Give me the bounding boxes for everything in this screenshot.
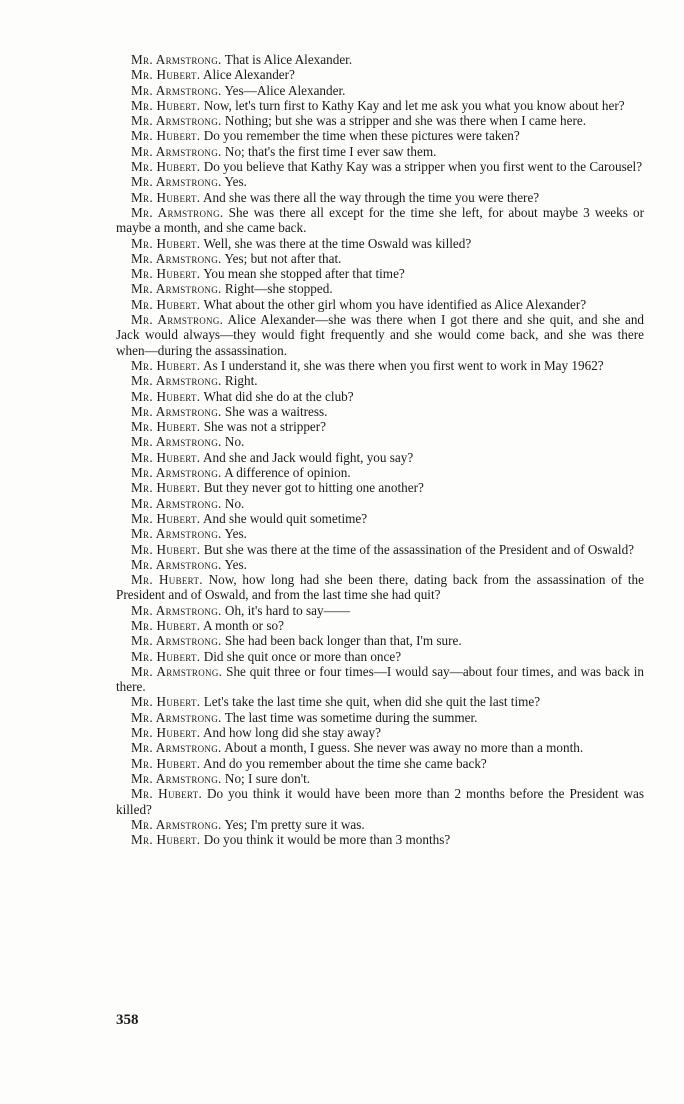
utterance-text: That is Alice Alexander. [224,52,353,67]
testimony-turn [116,756,644,771]
testimony-turn [116,190,644,205]
speaker-name: Mr. Armstrong. [131,312,224,328]
speaker-name: Mr. Armstrong. [131,526,222,542]
speaker-name: Mr. Armstrong. [131,602,222,618]
speaker-name: Mr. Armstrong. [131,82,222,98]
utterance-text: Yes; I'm pretty sure it was. [224,816,365,832]
testimony-turn [116,419,644,434]
utterance-text: And she was there all the way through the time you were there? [202,189,540,205]
testimony-turn [116,358,644,373]
testimony-turn [116,404,644,419]
speaker-name: Mr. Hubert. [131,357,201,373]
testimony-turn [116,542,644,557]
speaker-name: Mr. Hubert. [131,617,201,633]
utterance-text: She was a waitress. [224,403,328,419]
utterance-text: Right. [224,373,258,389]
utterance-text: A month or so? [202,617,284,633]
speaker-name: Mr. Hubert. [131,572,203,588]
utterance-text: She had been back longer than that, I'm sure. [224,633,462,649]
testimony-turn [116,205,644,236]
testimony-turn [116,511,644,526]
testimony-turn [116,786,644,817]
speaker-name: Mr. Hubert. [131,786,203,802]
speaker-name: Mr. Armstrong. [131,709,222,725]
utterance-text: And do you remember about the time she came back? [202,755,487,771]
speaker-name: Mr. Armstrong. [131,770,222,786]
testimony-turn [116,389,644,404]
utterance-text: As I understand it, she was there when you first went to work in May 1962? [202,357,604,373]
testimony-turn [116,526,644,541]
speaker-name: Mr. Armstrong. [131,250,222,266]
testimony-turn [116,312,644,358]
testimony-turn [116,128,644,143]
utterance-text: Yes—Alice Alexander. [224,82,346,98]
testimony-turn [116,113,644,128]
utterance-text: No; that's the first time I ever saw them. [224,143,437,159]
testimony-turn [116,83,644,98]
utterance-text: Do you remember the time when these pictures were taken? [203,128,520,144]
utterance-text: Do you think it would have been more than 2 months before the President was killed? [116,786,645,817]
speaker-name: Mr. Hubert. [131,541,201,557]
utterance-text: Yes; but not after that. [224,250,342,266]
utterance-text: What did she do at the club? [203,388,354,404]
speaker-name: Mr. Hubert. [131,189,201,205]
testimony-turn [116,694,644,709]
utterance-text: A difference of opinion. [224,465,351,481]
testimony-turn [116,480,644,495]
testimony-turn [116,725,644,740]
utterance-text: She was there all except for the time she left, for about maybe 3 weeks or maybe a month, and she came back. [116,204,645,236]
testimony-turn [116,251,644,266]
speaker-name: Mr. Hubert. [131,97,201,113]
speaker-name: Mr. Hubert. [131,128,201,144]
utterance-text: Let's take the last time she quit, when did she quit the last time? [203,694,541,710]
utterance-text: Do you believe that Kathy Kay was a stripper when you first went to the Carousel? [203,159,643,175]
testimony-transcript [116,52,644,847]
testimony-turn [116,297,644,312]
utterance-text: But they never got to hitting one another? [203,480,424,496]
utterance-text: Yes. [224,526,247,542]
speaker-name: Mr. Armstrong. [131,403,222,419]
speaker-name: Mr. Armstrong. [131,556,222,572]
speaker-name: Mr. Armstrong. [131,204,224,220]
speaker-name: Mr. Hubert. [131,480,201,496]
speaker-name: Mr. Armstrong. [131,740,222,756]
speaker-name: Mr. Hubert. [131,159,201,175]
speaker-name: Mr. Hubert. [131,296,201,312]
testimony-turn [116,710,644,725]
utterance-text: No. [224,495,245,511]
testimony-turn [116,664,644,695]
speaker-name: Mr. Hubert. [131,388,201,404]
speaker-name: Mr. Hubert. [131,449,201,465]
speaker-name: Mr. Hubert. [131,832,201,848]
speaker-name: Mr. Armstrong. [131,434,222,450]
testimony-turn [116,281,644,296]
testimony-turn [116,98,644,113]
testimony-turn [116,633,644,648]
speaker-name: Mr. Armstrong. [131,52,222,67]
utterance-text: Right—she stopped. [224,281,333,297]
speaker-name: Mr. Hubert. [131,235,201,251]
testimony-turn [116,174,644,189]
speaker-name: Mr. Armstrong. [131,281,222,297]
utterance-text: And how long did she stay away? [202,725,381,741]
testimony-turn [116,649,644,664]
utterance-text: Yes. [224,556,247,572]
testimony-turn [116,496,644,511]
utterance-text: Alice Alexander—she was there when I got there and she quit, and she and Jack would always—they would fight frequently and she would come back, and she was there when—during the assassination. [116,312,645,358]
testimony-turn [116,465,644,480]
speaker-name: Mr. Armstrong. [131,174,222,190]
utterance-text: Oh, it's hard to say—— [224,602,351,618]
utterance-text: Do you think it would be more than 3 months? [203,832,451,848]
testimony-turn [116,434,644,449]
testimony-turn [116,572,644,603]
speaker-name: Mr. Hubert. [131,510,201,526]
testimony-turn [116,740,644,755]
utterance-text: No; I sure don't. [224,770,311,786]
speaker-name: Mr. Armstrong. [131,373,222,389]
speaker-name: Mr. Hubert. [131,725,201,741]
page-number: 358 [116,1012,139,1028]
utterance-text: And she and Jack would fight, you say? [202,449,414,465]
utterance-text: Nothing; but she was a stripper and she was there when I came here. [224,113,586,129]
speaker-name: Mr. Armstrong. [131,495,222,511]
utterance-text: Now, how long had she been there, dating back from the assassination of the President and of Oswald, and from the last time she had quit? [116,572,645,603]
speaker-name: Mr. Armstrong. [131,465,222,481]
testimony-turn [116,52,644,67]
utterance-text: You mean she stopped after that time? [203,266,405,282]
utterance-text: Well, she was there at the time Oswald was killed? [203,235,472,251]
testimony-turn [116,144,644,159]
testimony-turn [116,266,644,281]
speaker-name: Mr. Armstrong. [131,143,222,159]
testimony-turn [116,603,644,618]
testimony-turn [116,67,644,82]
utterance-text: About a month, I guess. She never was away no more than a month. [224,740,584,756]
speaker-name: Mr. Hubert. [131,694,201,710]
utterance-text: The last time was sometime during the summer. [224,709,478,725]
speaker-name: Mr. Armstrong. [131,113,222,129]
testimony-turn [116,236,644,251]
utterance-text: Now, let's turn first to Kathy Kay and let me ask you what you know about her? [203,97,625,113]
testimony-turn [116,832,644,847]
speaker-name: Mr. Hubert. [131,266,201,282]
speaker-name: Mr. Armstrong. [131,633,222,649]
testimony-turn [116,159,644,174]
speaker-name: Mr. Hubert. [131,755,201,771]
speaker-name: Mr. Hubert. [131,648,201,664]
testimony-turn [116,771,644,786]
utterance-text: She was not a stripper? [203,419,327,435]
utterance-text: Yes. [224,174,247,190]
utterance-text: She quit three or four times—I would say—about four times, and was back in there. [116,663,644,695]
testimony-turn [116,450,644,465]
testimony-turn [116,557,644,572]
testimony-turn [116,618,644,633]
utterance-text: Alice Alexander? [202,67,295,83]
utterance-text: But she was there at the time of the assassination of the President and of Oswald? [203,541,635,557]
testimony-turn [116,817,644,832]
speaker-name: Mr. Hubert. [131,419,201,435]
utterance-text: What about the other girl whom you have identified as Alice Alexander? [203,296,587,312]
testimony-turn [116,373,644,388]
speaker-name: Mr. Armstrong. [131,663,223,679]
speaker-name: Mr. Armstrong. [131,816,222,832]
speaker-name: Mr. Hubert. [131,67,201,83]
utterance-text: And she would quit sometime? [202,510,368,526]
utterance-text: Did she quit once or more than once? [203,648,402,664]
utterance-text: No. [224,434,245,450]
